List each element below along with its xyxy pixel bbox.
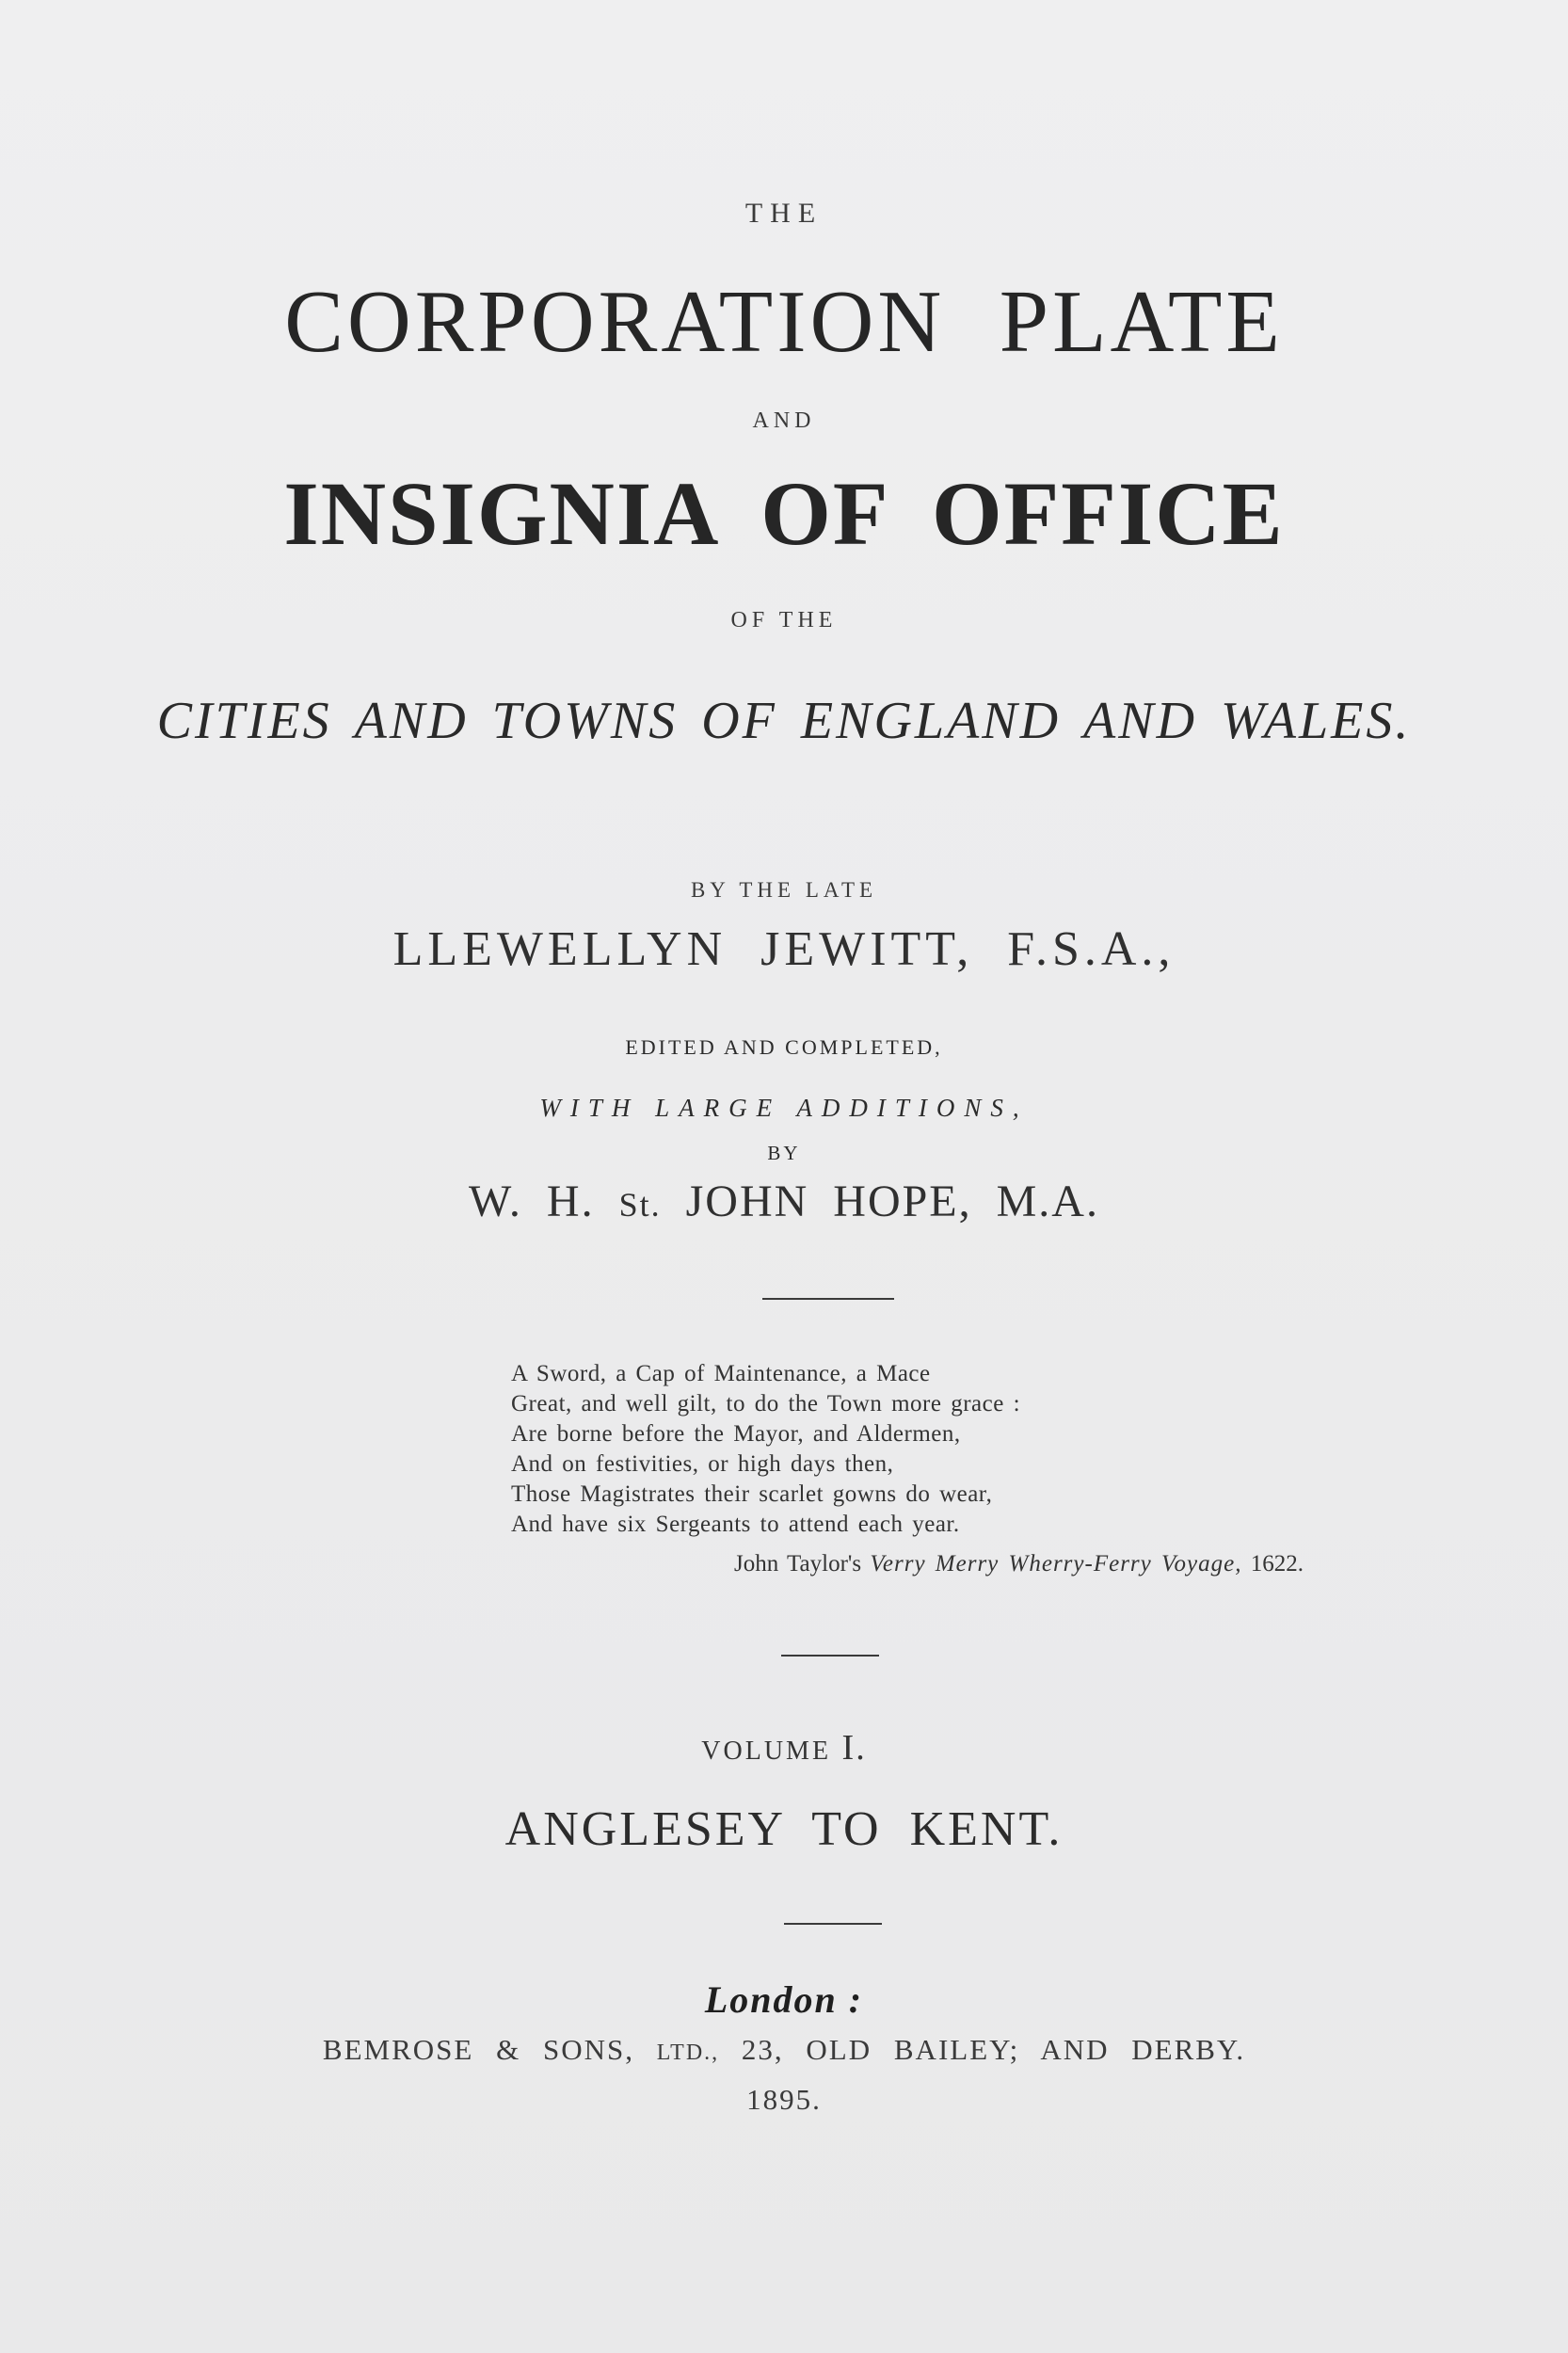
epigraph-line: Great, and well gilt, to do the Town more grace : <box>511 1391 1021 1417</box>
epigraph-line: Are borne before the Mayor, and Aldermen, <box>511 1421 961 1447</box>
attribution-year: 1622. <box>1241 1551 1304 1577</box>
editor-st: St. <box>618 1186 662 1224</box>
epigraph-line: A Sword, a Cap of Maintenance, a Mace <box>511 1361 931 1386</box>
title-and: AND <box>752 408 816 433</box>
volume-number <box>0 1730 1568 1766</box>
divider-rule <box>781 1655 879 1657</box>
volume-numeral: I. <box>831 1728 867 1768</box>
imprint-year: 1895. <box>746 2083 822 2116</box>
title-insignia-of-office: INSIGNIA OF OFFICE <box>283 463 1285 564</box>
volume-label: VOLUME <box>701 1737 832 1766</box>
attribution-work: Verry Merry Wherry-Ferry Voyage, <box>870 1551 1242 1577</box>
divider-rule <box>762 1298 894 1300</box>
title-corporation-plate: CORPORATION PLATE <box>284 273 1284 371</box>
by-label: BY <box>767 1142 801 1164</box>
epigraph-line: Those Magistrates their scarlet gowns do wear, <box>511 1481 993 1507</box>
publisher-name: BEMROSE & SONS, <box>322 2033 657 2066</box>
epigraph-line: And on festivities, or high days then, <box>511 1451 894 1477</box>
epigraph <box>511 1359 1358 1540</box>
volume-contents: ANGLESEY TO KENT. <box>504 1802 1064 1856</box>
editor-name <box>0 1176 1568 1226</box>
divider-rule <box>784 1923 882 1925</box>
editor-surname: JOHN HOPE, M.A. <box>661 1176 1099 1226</box>
attribution-author: John Taylor's <box>734 1551 871 1577</box>
publisher-address: 23, OLD BAILEY; AND DERBY. <box>719 2033 1246 2066</box>
epigraph-line: And have six Sergeants to attend each year. <box>511 1512 960 1537</box>
imprint-city: London : <box>704 1978 864 2021</box>
with-large-additions: WITH LARGE ADDITIONS, <box>539 1094 1029 1122</box>
publisher-ltd: LTD., <box>656 2041 720 2065</box>
imprint-publisher <box>0 2035 1568 2064</box>
author-name: LLEWELLYN JEWITT, F.S.A., <box>392 922 1176 976</box>
edited-and-completed: EDITED AND COMPLETED, <box>625 1035 943 1059</box>
epigraph-attribution <box>734 1551 1304 1577</box>
subtitle-cities-and-towns: CITIES AND TOWNS OF ENGLAND AND WALES. <box>156 692 1412 750</box>
title-of-the: OF THE <box>730 608 838 632</box>
title-the: THE <box>744 198 824 229</box>
by-the-late: BY THE LATE <box>690 878 878 902</box>
editor-prefix: W. H. <box>469 1176 619 1226</box>
